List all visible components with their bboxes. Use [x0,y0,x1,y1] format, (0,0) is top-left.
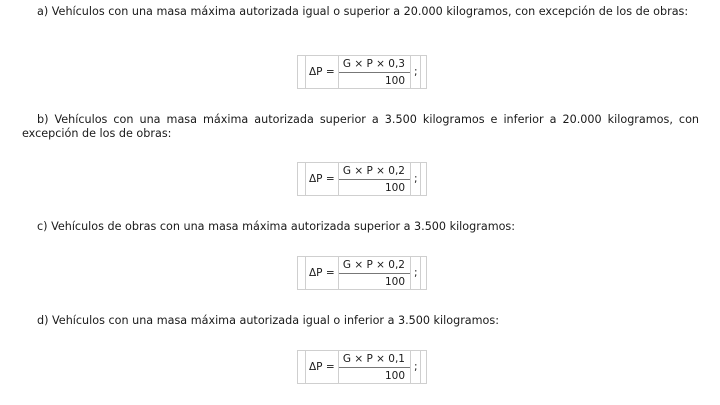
formula-suffix: ; [411,56,421,88]
formula-tail-cell [421,56,426,88]
formula-c [297,256,427,290]
formula-suffix: ; [411,351,421,383]
formula-lead-cell [298,163,306,195]
formula-fraction [339,257,411,289]
formula-fraction [339,56,411,88]
formula-lhs: ΔP = [306,351,339,383]
formula-numerator: G × P × 0,1 [339,351,410,368]
formula-lhs: ΔP = [306,56,339,88]
formula-suffix: ; [411,257,421,289]
formula-suffix: ; [411,163,421,195]
formula-lhs: ΔP = [306,163,339,195]
formula-denominator: 100 [384,369,405,382]
formula-fraction [339,351,411,383]
formula-denominator: 100 [384,181,405,194]
formula-tail-cell [421,351,426,383]
formula-tail-cell [421,163,426,195]
paragraph-d: d) Vehículos con una masa máxima autorizada igual o inferior a 3.500 kilogramos: [37,314,499,327]
formula-b [297,162,427,196]
formula-lead-cell [298,257,306,289]
formula-numerator: G × P × 0,2 [339,257,410,274]
formula-numerator: G × P × 0,3 [339,56,410,73]
formula-tail-cell [421,257,426,289]
paragraph-c: c) Vehículos de obras con una masa máxima autorizada superior a 3.500 kilogramos: [37,220,516,233]
formula-numerator: G × P × 0,2 [339,163,410,180]
formula-d [297,350,427,384]
formula-a [297,55,427,89]
formula-denominator: 100 [384,74,405,87]
paragraph-b: b) Vehículos con una masa máxima autorizada superior a 3.500 kilogramos e inferior a 20.000 kilogramos, con excepción de los de obras: [22,113,699,140]
formula-denominator: 100 [384,275,405,288]
paragraph-a: a) Vehículos con una masa máxima autorizada igual o superior a 20.000 kilogramos, con excepción de los de obras: [37,5,689,18]
formula-lead-cell [298,56,306,88]
formula-lhs: ΔP = [306,257,339,289]
formula-fraction [339,163,411,195]
formula-lead-cell [298,351,306,383]
